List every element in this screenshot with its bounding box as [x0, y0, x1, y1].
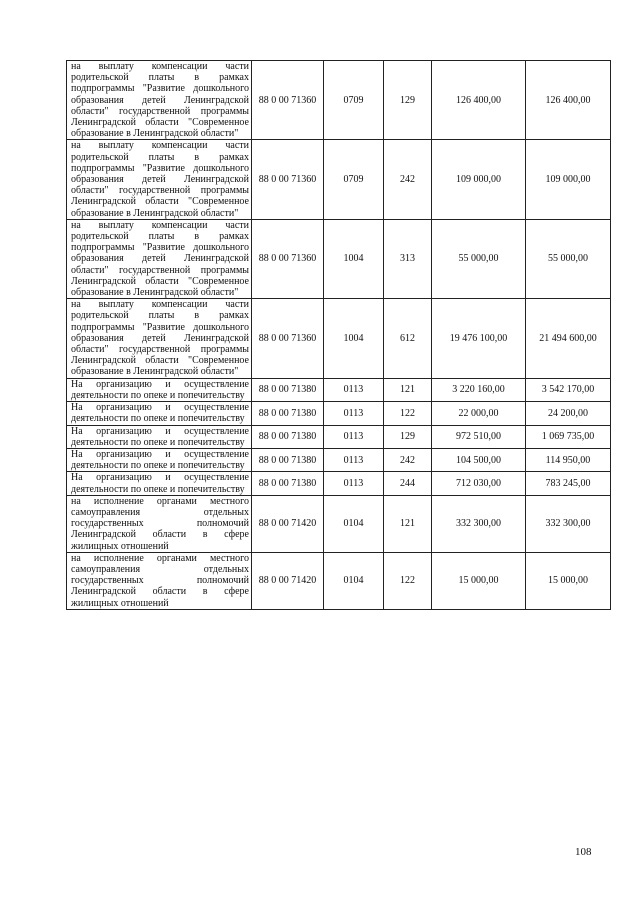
cell-amount-1: 712 030,00: [432, 472, 526, 495]
cell-description: на исполнение органами местного самоуправления отдельных государственных полномочий Ленинградской области в сфере жилищных отношений: [67, 495, 252, 552]
cell-target-article: 88 0 00 71420: [252, 552, 324, 609]
table-row: [67, 448, 611, 471]
cell-section: 0104: [324, 495, 384, 552]
table-row: [67, 378, 611, 401]
table-row: [67, 140, 611, 219]
cell-amount-1: 22 000,00: [432, 402, 526, 425]
cell-section: 1004: [324, 219, 384, 298]
cell-amount-1: 332 300,00: [432, 495, 526, 552]
cell-description: на исполнение органами местного самоуправления отдельных государственных полномочий Ленинградской области в сфере жилищных отношений: [67, 552, 252, 609]
cell-target-article: 88 0 00 71380: [252, 402, 324, 425]
cell-amount-1: 19 476 100,00: [432, 299, 526, 378]
cell-target-article: 88 0 00 71380: [252, 425, 324, 448]
cell-description: На организацию и осуществление деятельности по опеке и попечительству: [67, 378, 252, 401]
cell-section: 0104: [324, 552, 384, 609]
cell-expense-type: 121: [384, 378, 432, 401]
cell-section: 0113: [324, 472, 384, 495]
cell-amount-1: 15 000,00: [432, 552, 526, 609]
cell-expense-type: 121: [384, 495, 432, 552]
cell-amount-2: 126 400,00: [526, 61, 611, 140]
cell-expense-type: 129: [384, 61, 432, 140]
cell-target-article: 88 0 00 71360: [252, 61, 324, 140]
cell-amount-1: 55 000,00: [432, 219, 526, 298]
cell-expense-type: 122: [384, 402, 432, 425]
table-row: [67, 219, 611, 298]
cell-amount-1: 3 220 160,00: [432, 378, 526, 401]
cell-section: 0113: [324, 425, 384, 448]
cell-amount-2: 109 000,00: [526, 140, 611, 219]
cell-amount-1: 126 400,00: [432, 61, 526, 140]
cell-amount-2: 1 069 735,00: [526, 425, 611, 448]
cell-target-article: 88 0 00 71380: [252, 448, 324, 471]
cell-expense-type: 313: [384, 219, 432, 298]
cell-description: На организацию и осуществление деятельности по опеке и попечительству: [67, 448, 252, 471]
cell-amount-2: 783 245,00: [526, 472, 611, 495]
cell-amount-2: 21 494 600,00: [526, 299, 611, 378]
cell-amount-2: 3 542 170,00: [526, 378, 611, 401]
cell-expense-type: 244: [384, 472, 432, 495]
page-number: 108: [575, 846, 592, 858]
table-row: [67, 299, 611, 378]
cell-section: 0113: [324, 378, 384, 401]
cell-description: На организацию и осуществление деятельности по опеке и попечительству: [67, 402, 252, 425]
cell-section: 0113: [324, 448, 384, 471]
cell-target-article: 88 0 00 71420: [252, 495, 324, 552]
cell-amount-2: 55 000,00: [526, 219, 611, 298]
cell-description: На организацию и осуществление деятельности по опеке и попечительству: [67, 425, 252, 448]
cell-amount-2: 332 300,00: [526, 495, 611, 552]
cell-description: на выплату компенсации части родительской платы в рамках подпрограммы "Развитие дошкольного образования детей Ленинградской области" государственной программы Ленинградской области "Современное образование в Ленинградской области": [67, 299, 252, 378]
table-row: [67, 402, 611, 425]
cell-expense-type: 242: [384, 140, 432, 219]
table-row: [67, 495, 611, 552]
cell-amount-1: 109 000,00: [432, 140, 526, 219]
cell-target-article: 88 0 00 71360: [252, 140, 324, 219]
cell-target-article: 88 0 00 71360: [252, 219, 324, 298]
cell-description: На организацию и осуществление деятельности по опеке и попечительству: [67, 472, 252, 495]
cell-amount-1: 972 510,00: [432, 425, 526, 448]
cell-section: 0113: [324, 402, 384, 425]
cell-amount-2: 15 000,00: [526, 552, 611, 609]
cell-amount-1: 104 500,00: [432, 448, 526, 471]
cell-expense-type: 612: [384, 299, 432, 378]
cell-section: 1004: [324, 299, 384, 378]
table-row: [67, 472, 611, 495]
cell-section: 0709: [324, 140, 384, 219]
cell-description: на выплату компенсации части родительской платы в рамках подпрограммы "Развитие дошкольного образования детей Ленинградской области" государственной программы Ленинградской области "Современное образование в Ленинградской области": [67, 219, 252, 298]
cell-description: на выплату компенсации части родительской платы в рамках подпрограммы "Развитие дошкольного образования детей Ленинградской области" государственной программы Ленинградской области "Современное образование в Ленинградской области": [67, 140, 252, 219]
cell-section: 0709: [324, 61, 384, 140]
cell-target-article: 88 0 00 71380: [252, 378, 324, 401]
budget-table: [66, 60, 611, 610]
cell-target-article: 88 0 00 71360: [252, 299, 324, 378]
cell-expense-type: 129: [384, 425, 432, 448]
cell-amount-2: 24 200,00: [526, 402, 611, 425]
cell-expense-type: 122: [384, 552, 432, 609]
cell-amount-2: 114 950,00: [526, 448, 611, 471]
table-row: [67, 61, 611, 140]
table-row: [67, 425, 611, 448]
budget-table-body: [67, 61, 611, 610]
cell-description: на выплату компенсации части родительской платы в рамках подпрограммы "Развитие дошкольного образования детей Ленинградской области" государственной программы Ленинградской области "Современное образование в Ленинградской области": [67, 61, 252, 140]
cell-expense-type: 242: [384, 448, 432, 471]
cell-target-article: 88 0 00 71380: [252, 472, 324, 495]
table-row: [67, 552, 611, 609]
